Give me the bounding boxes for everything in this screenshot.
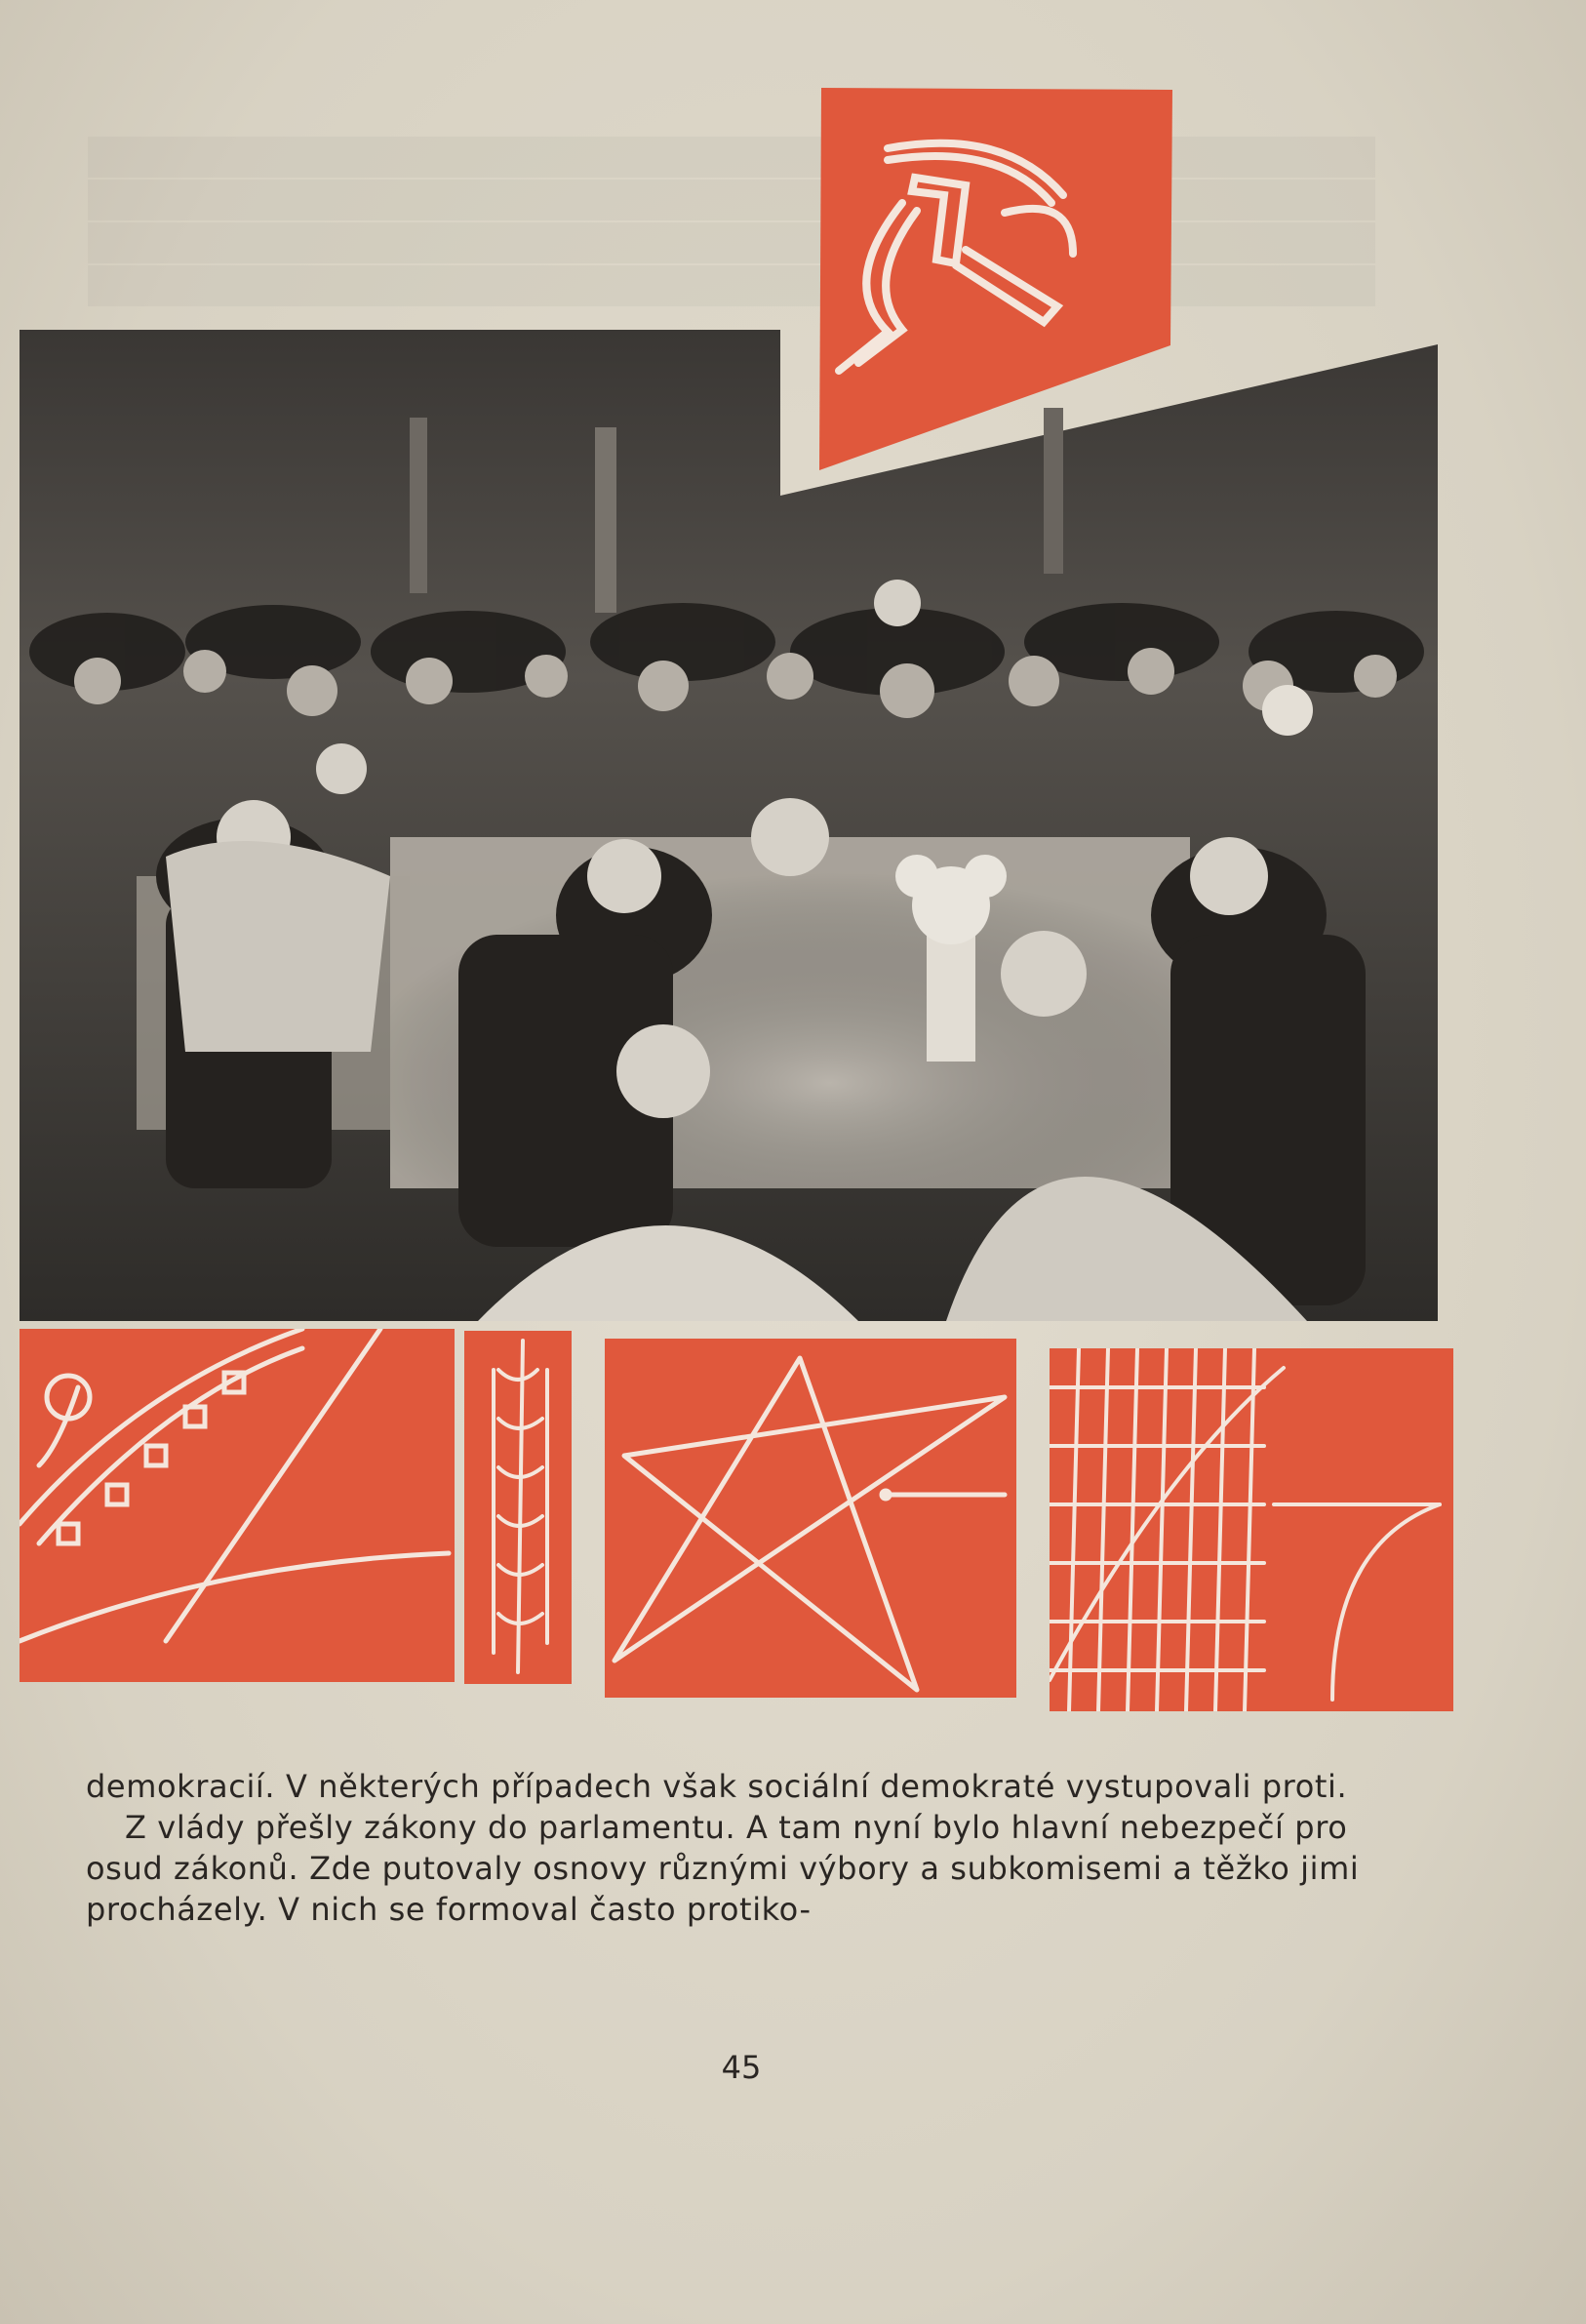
gear-icon xyxy=(20,1329,455,1682)
star-icon xyxy=(605,1339,1016,1698)
body-text xyxy=(86,1766,1364,1930)
paragraph: Z vlády přešly zákony do parlamentu. A tam nyní bylo hlavní nebezpečí pro osud zákonů. Zde putovaly osnovy různými výbory a subkomisemi a těžko jimi procházely. V nich se formoval často protiko- xyxy=(86,1809,1360,1928)
hammer-and-sickle-icon xyxy=(819,88,1172,470)
page-number: 45 xyxy=(721,2049,762,2086)
grid-lines-icon xyxy=(1050,1348,1453,1711)
bleed-through-text xyxy=(88,137,1375,308)
paragraph: demokracií. V některých případech však sociální demokraté vystupovali proti. xyxy=(86,1768,1348,1805)
meeting-photograph xyxy=(20,330,1438,1321)
wheat-ear-icon xyxy=(464,1331,572,1684)
